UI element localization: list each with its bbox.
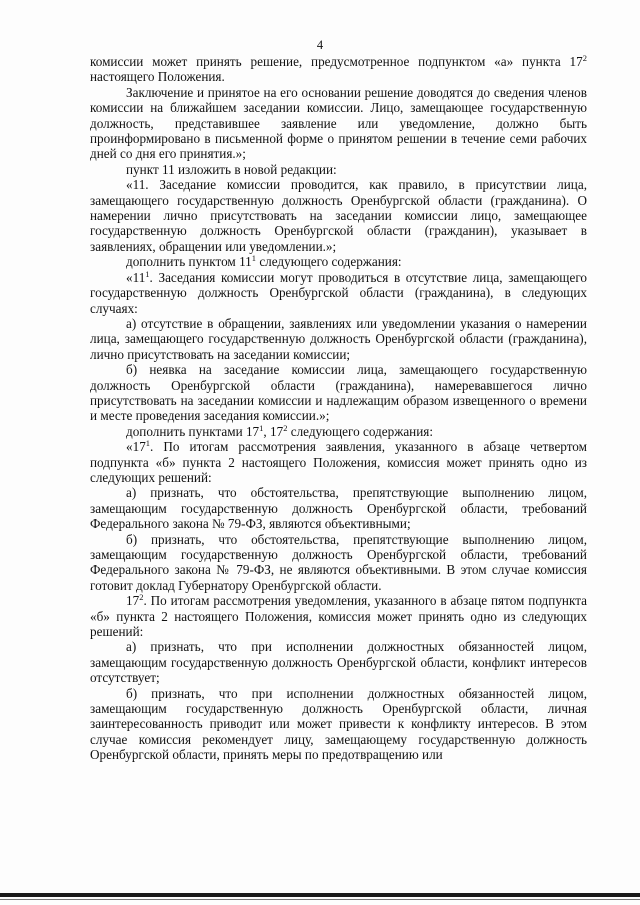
superscript: 2: [582, 53, 587, 63]
text-run: «11: [126, 269, 146, 285]
text-run: следующего содержания:: [256, 254, 402, 270]
text-run: . Заседания комиссии могут проводиться в отсутствие лица, замещающего государственную должность Оренбургской области (гражданина), в следующих случаях:: [90, 269, 587, 316]
text-run: б) признать, что при исполнении должностных обязанностей лицом, замещающим государственную должность Оренбургской области, личная заинтересованность приводит или может привести к конфликту интересов. В этом случае комиссия рекомендует лицу, замещающему государственную должность Оренбургской области, принять меры по предотвращению или: [90, 685, 587, 763]
page-number: 4: [316, 38, 324, 52]
text-run: б) признать, что обстоятельства, препятствующие выполнению лицом, замещающим государственную должность Оренбургской области, требований Федерального закона № 79-ФЗ, не являются объективными. В этом случае комиссия готовит доклад Губернатору Оренбургской области.: [90, 531, 587, 593]
paragraph: [90, 424, 587, 439]
paragraph: [90, 532, 587, 594]
superscript: 1: [145, 268, 150, 279]
superscript: 1: [145, 438, 151, 449]
text-run: а) признать, что обстоятельства, препятствующие выполнению лицом, замещающим государственную должность Оренбургской области, требований Федерального закона № 79-ФЗ, являются объективными;: [90, 485, 587, 532]
paragraph: [90, 686, 587, 763]
paragraph: [90, 316, 587, 362]
paragraph: [90, 162, 587, 177]
bottom-border-shadow: [0, 899, 640, 900]
text-run: . По итогам рассмотрения заявления, указанного в абзаце четвертом подпункта «б» пункта 2 настоящего Положения, комиссия может принять одно из следующих решений:: [90, 439, 587, 485]
paragraph: [90, 485, 587, 531]
text-run: дополнить пунктами 17: [126, 423, 260, 439]
document-body: [90, 54, 587, 763]
text-run: настоящего Положения.: [90, 69, 225, 85]
paragraph: [90, 439, 587, 485]
paragraph: [90, 85, 587, 162]
bottom-border-line: [0, 893, 640, 897]
paragraph: [90, 254, 587, 269]
paragraph: [90, 362, 587, 424]
paragraph: [90, 270, 587, 316]
paragraph: [90, 593, 587, 639]
text-run: б) неявка на заседание комиссии лица, замещающего государственную должность Оренбургской области (гражданина), намеревавшегося лично присутствовать на заседании комиссии и надлежащим образом извещенного о времени и месте проведения заседания комиссии.»;: [90, 362, 587, 424]
text-run: дополнить пунктом 11: [126, 254, 252, 270]
superscript: 2: [283, 422, 288, 433]
text-run: пункт 11 изложить в новой редакции:: [126, 161, 337, 177]
text-run: , 17: [263, 423, 284, 439]
text-run: «17: [126, 439, 146, 455]
text-run: комиссии может принять решение, предусмотренное подпунктом «а» пункта 17: [90, 54, 583, 69]
text-run: Заключение и принятое на его основании решение доводятся до сведения членов комиссии на ближайшем заседании комиссии. Лицо, замещающее государственную должность, представившее заявление или уведомление, должно быть проинформировано в письменной форме о принятом решении в течение семи рабочих дней со дня его принятия.»;: [90, 84, 587, 162]
text-run: а) признать, что при исполнении должностных обязанностей лицом, замещающим государственную должность Оренбургской области, конфликт интересов отсутствует;: [90, 639, 587, 686]
superscript: 1: [251, 253, 257, 264]
paragraph: [90, 177, 587, 254]
superscript: 1: [259, 422, 264, 433]
superscript: 2: [139, 592, 144, 603]
text-run: 17: [126, 593, 140, 609]
paragraph: [90, 639, 587, 685]
text-run: а) отсутствие в обращении, заявлениях или уведомлении указания о намерении лица, замещающего государственную должность Оренбургской области (гражданина), лично присутствовать на заседании комиссии;: [90, 315, 587, 362]
text-run: . По итогам рассмотрения уведомления, указанного в абзаце пятом подпункта «б» пункта 2 настоящего Положения, комиссия может принять одно из следующих решений:: [90, 593, 587, 640]
paragraph: [90, 54, 587, 85]
text-run: «11. Заседание комиссии проводится, как правило, в присутствии лица, замещающего государственную должность Оренбургской области (гражданина). О намерении лично присутствовать на заседании комиссии лицо, замещающее государственную должность Оренбургской области (гражданин), указывает в заявлениях, обращении или уведомлении.»;: [90, 177, 587, 254]
text-run: следующего содержания:: [287, 423, 434, 439]
